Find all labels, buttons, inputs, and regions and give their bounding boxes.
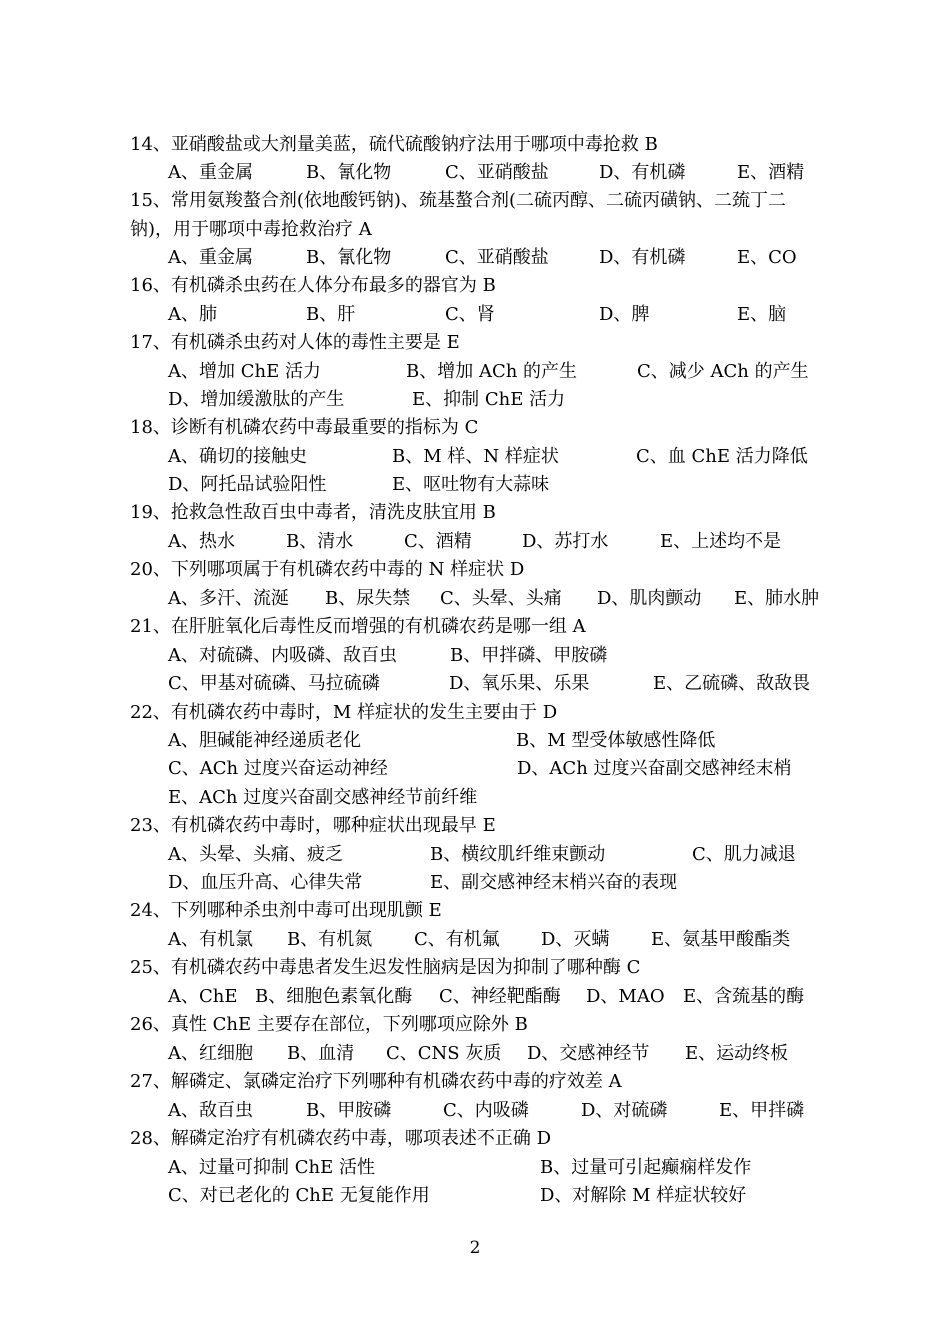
option: D、ACh 过度兴奋副交感神经末梢 [517,758,792,779]
option: B、M 样、N 样症状 [392,446,559,467]
question-stem: 16、有机磷杀虫药在人体分布最多的器官为 B [130,275,496,296]
option: A、对硫磷、内吸磷、敌百虫 [168,645,397,666]
option: C、亚硝酸盐 [445,162,549,183]
option-row [0,727,950,755]
option-row [0,159,950,187]
option: D、灭螨 [541,929,610,950]
option: B、M 型受体敏感性降低 [516,730,716,751]
question-stem: 23、有机磷农药中毒时，哪种症状出现最早 E [130,815,496,836]
option-row [0,443,950,471]
option: C、神经靶酯酶 [439,986,561,1007]
option: A、有机氯 [168,929,253,950]
question-stem: 19、抢救急性敌百虫中毒者，清洗皮肤宜用 B [130,502,496,523]
option: D、脾 [599,304,650,325]
option-row [0,301,950,329]
option-row [0,983,950,1011]
option: B、清水 [286,531,354,552]
option-row [0,1154,950,1182]
option-row [0,358,950,386]
option: B、增加 ACh 的产生 [406,361,578,382]
page-number: 2 [469,1238,481,1258]
option: E、运动终板 [685,1043,789,1064]
option-row [0,642,950,670]
option: E、乙硫磷、敌敌畏 [653,673,811,694]
option: C、有机氟 [414,929,500,950]
option: B、肝 [306,304,356,325]
question-stem: 18、诊断有机磷农药中毒最重要的指标为 C [130,417,479,438]
option-row [0,528,950,556]
option: E、含巯基的酶 [683,986,805,1007]
question-stem: 21、在肝脏氧化后毒性反而增强的有机磷农药是哪一组 A [130,616,586,637]
option: A、头晕、头痛、疲乏 [168,844,343,865]
option: B、尿失禁 [325,588,411,609]
question-stem: 25、有机磷农药中毒患者发生迟发性脑病是因为抑制了哪种酶 C [130,957,641,978]
option-row [0,670,950,698]
option: A、过量可抑制 ChE 活性 [168,1157,375,1178]
option: A、ChE [168,986,238,1007]
option-row [0,471,950,499]
option: A、红细胞 [168,1043,253,1064]
option-row [0,585,950,613]
question-stem: 14、亚硝酸盐或大剂量美蓝，硫代硫酸钠疗法用于哪项中毒抢救 B [130,134,658,155]
option: D、血压升高、心律失常 [168,872,363,893]
option: C、血 ChE 活力降低 [636,446,808,467]
option: D、对解除 M 样症状较好 [540,1185,747,1206]
option: A、重金属 [168,162,253,183]
question-stem: 28、解磷定治疗有机磷农药中毒，哪项表述不正确 D [130,1128,552,1149]
option: C、肾 [445,304,495,325]
option: A、确切的接触史 [168,446,307,467]
option: D、交感神经节 [527,1043,650,1064]
option-row [0,386,950,414]
question-stem: 27、解磷定、氯磷定治疗下列哪种有机磷农药中毒的疗效差 A [130,1071,622,1092]
option-row [0,926,950,954]
option: D、MAO [586,986,665,1007]
option: E、CO [737,247,797,268]
option: A、重金属 [168,247,253,268]
option: C、CNS 灰质 [386,1043,502,1064]
option: E、呕吐物有大蒜味 [392,474,550,495]
option: A、胆碱能神经递质老化 [168,730,361,751]
option-row [0,1040,950,1068]
option-row [0,244,950,272]
option: B、甲拌磷、甲胺磷 [450,645,608,666]
option: E、酒精 [737,162,805,183]
option: E、甲拌磷 [719,1100,805,1121]
option: E、上述均不是 [660,531,782,552]
option: A、敌百虫 [168,1100,253,1121]
option: E、氨基甲酸酯类 [651,929,791,950]
option: E、脑 [737,304,787,325]
option: C、减少 ACh 的产生 [637,361,809,382]
option: B、过量可引起癫痫样发作 [540,1157,752,1178]
option: B、细胞色素氧化酶 [255,986,413,1007]
option-row [0,755,950,783]
option: E、副交感神经末梢兴奋的表现 [430,872,678,893]
option: B、横纹肌纤维束颤动 [430,844,606,865]
option: E、ACh 过度兴奋副交感神经节前纤维 [168,787,478,808]
option: D、阿托品试验阳性 [168,474,327,495]
option: D、有机磷 [599,162,686,183]
option: A、肺 [168,304,217,325]
option: C、ACh 过度兴奋运动神经 [168,758,388,779]
option: C、头晕、头痛 [440,588,562,609]
option: D、苏打水 [522,531,609,552]
option: D、肌肉颤动 [597,588,702,609]
option: C、内吸磷 [443,1100,529,1121]
option: A、增加 ChE 活力 [168,361,321,382]
option: E、肺水肿 [734,588,820,609]
question-stem-cont: 钠)，用于哪项中毒抢救治疗 A [130,219,372,240]
option-row [0,1097,950,1125]
option-row [0,1182,950,1210]
question-stem: 26、真性 ChE 主要存在部位，下列哪项应除外 B [130,1014,528,1035]
option: D、对硫磷 [581,1100,668,1121]
option-row [0,841,950,869]
option: B、血清 [287,1043,355,1064]
question-stem: 24、下列哪种杀虫剂中毒可出现肌颤 E [130,900,442,921]
option: A、热水 [168,531,235,552]
question-stem: 17、有机磷杀虫药对人体的毒性主要是 E [130,332,460,353]
option: C、酒精 [404,531,472,552]
option: B、氰化物 [306,162,392,183]
option: B、有机氮 [287,929,373,950]
option: A、多汗、流涎 [168,588,289,609]
option: C、肌力减退 [692,844,796,865]
option: B、甲胺磷 [306,1100,392,1121]
option: D、氧乐果、乐果 [449,673,590,694]
question-stem: 15、常用氨羧螯合剂(依地酸钙钠)、巯基螯合剂(二硫丙醇、二硫丙磺钠、二巯丁二 [130,190,786,211]
option: E、抑制 ChE 活力 [412,389,566,410]
option: D、有机磷 [599,247,686,268]
question-stem: 20、下列哪项属于有机磷农药中毒的 N 样症状 D [130,559,525,580]
option: C、甲基对硫磷、马拉硫磷 [168,673,380,694]
option: B、氰化物 [306,247,392,268]
option: C、对已老化的 ChE 无复能作用 [168,1185,430,1206]
option: C、亚硝酸盐 [445,247,549,268]
option-row [0,869,950,897]
question-stem: 22、有机磷农药中毒时，M 样症状的发生主要由于 D [130,702,558,723]
option-row [0,784,950,812]
option: D、增加缓激肽的产生 [168,389,345,410]
